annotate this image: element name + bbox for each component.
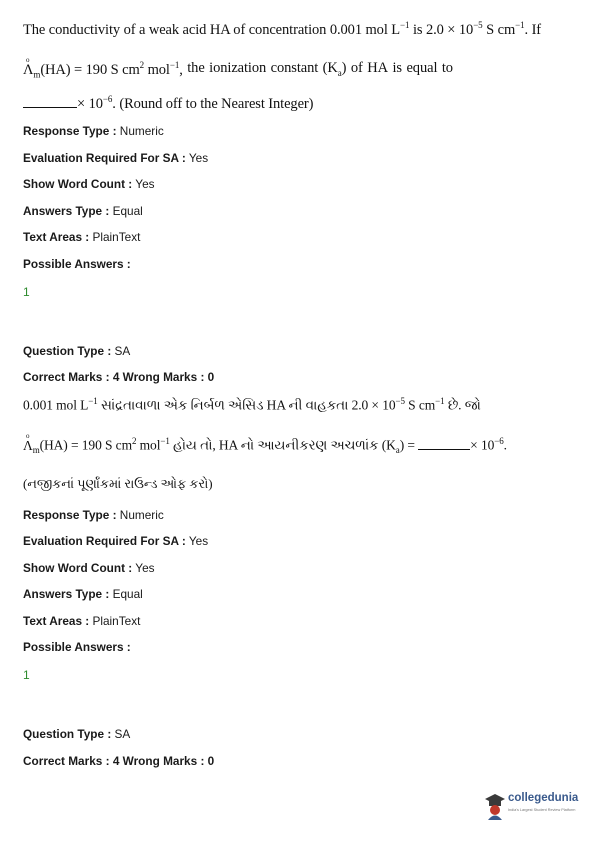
q1-text-areas: Text Areas : PlainText [23,230,141,244]
q1-word: the [187,60,205,76]
q1-show-word-count: Show Word Count : Yes [23,177,155,191]
q2-answers-type: Answers Type : Equal [23,587,143,601]
exponent: −5 [473,20,483,30]
exponent: −1 [515,20,525,30]
q2-answer-value: 1 [23,668,30,682]
q1-text: . (Round off to the Nearest Integer) [112,95,314,112]
q1-possible-answers: Possible Answers : [23,257,131,271]
exponent: −1 [435,396,445,406]
q2-line-1 [23,396,481,414]
q1-text: is 2.0 × 10 [409,21,474,38]
q3-marks: Correct Marks : 4 Wrong Marks : 0 [23,754,215,768]
q2-text: ) = [399,437,419,453]
q2-text: હોય તો, HA નો આયનીકરણ અચળાંક (K [169,437,396,453]
q1-answers-type: Answers Type : Equal [23,204,143,218]
q2-text-areas: Text Areas : PlainText [23,614,141,628]
graduate-cap-icon [484,792,506,820]
q1-response-type: Response Type : Numeric [23,124,164,138]
q2-text: × 10 [470,437,495,453]
exponent: −1 [88,396,98,406]
q2-line-2: o $\Lambda_m(HA) = 190$ S $cm^2$ mol$^{-1}$ હોય તો, HA નો આયનીકરણ અચળાંક $(K_a)$ = × $10^{-6}$. [23,431,507,456]
q1-word: HA [367,60,389,76]
answer-blank [418,437,470,450]
exponent: −5 [395,396,405,406]
q2-response-type: Response Type : Numeric [23,508,164,522]
q2-text: છે. જો [444,397,481,413]
q2-question-type: Question Type : SA [23,344,131,358]
q1-molar-conductivity: o $\Lambda_m(HA) = 190$ S $cm^2$ mol$^{-1}$, [23,55,183,80]
q1-word: is [392,60,402,76]
lambda-symbol: o Λ [23,431,33,453]
q1-text: The conductivity of a weak acid HA of concentration 0.001 mol L [23,21,401,38]
q2-text: 0.001 mol L [23,397,89,413]
q1-text: . If [524,21,542,38]
exponent: −1 [400,20,410,30]
subscript: m [32,445,40,456]
q3-question-type: Question Type : SA [23,727,131,741]
subscript: m [33,69,41,80]
lambda-symbol: o Λ [23,55,34,78]
logo-text: collegedunia [508,792,579,804]
q1-evaluation-required: Evaluation Required For SA : Yes [23,151,209,165]
q1-word: constant [270,60,319,76]
q2-marks: Correct Marks : 4 Wrong Marks : 0 [23,370,215,384]
q1-word: ionization [209,60,267,76]
q1-word: to [441,60,453,76]
q1-ka: $(K_a)$ [322,60,347,78]
q2-text: mol [136,437,161,453]
q2-text: S cm [404,397,436,413]
q1-text: × 10 [77,95,103,112]
q1-line-3 [23,94,313,113]
q1-line-1 [23,20,541,39]
q1-line-2 [23,55,453,80]
q2-line-3: (નજીકનાં પૂર્ણાંકમાં રાઉન્ડ ઓફ કરો) [23,476,213,491]
q2-text: (HA) = 190 S cm [39,437,132,453]
exponent: −6 [102,94,113,104]
q2-show-word-count: Show Word Count : Yes [23,561,155,575]
q1-text: S cm [482,21,516,38]
q1-word: of [350,60,363,76]
q1-word: equal [406,60,438,76]
collegedunia-logo [484,790,580,824]
q1-answer-value: 1 [23,285,30,299]
q2-possible-answers: Possible Answers : [23,640,131,654]
logo-tagline: India's Largest Student Review Platform [508,808,576,812]
answer-blank [23,95,77,108]
q2-evaluation-required: Evaluation Required For SA : Yes [23,534,209,548]
q2-text: સાંદ્રતાવાળા એક નિર્બળ એસિડ HA ની વાહકતા 2.0 × 10 [97,397,396,413]
